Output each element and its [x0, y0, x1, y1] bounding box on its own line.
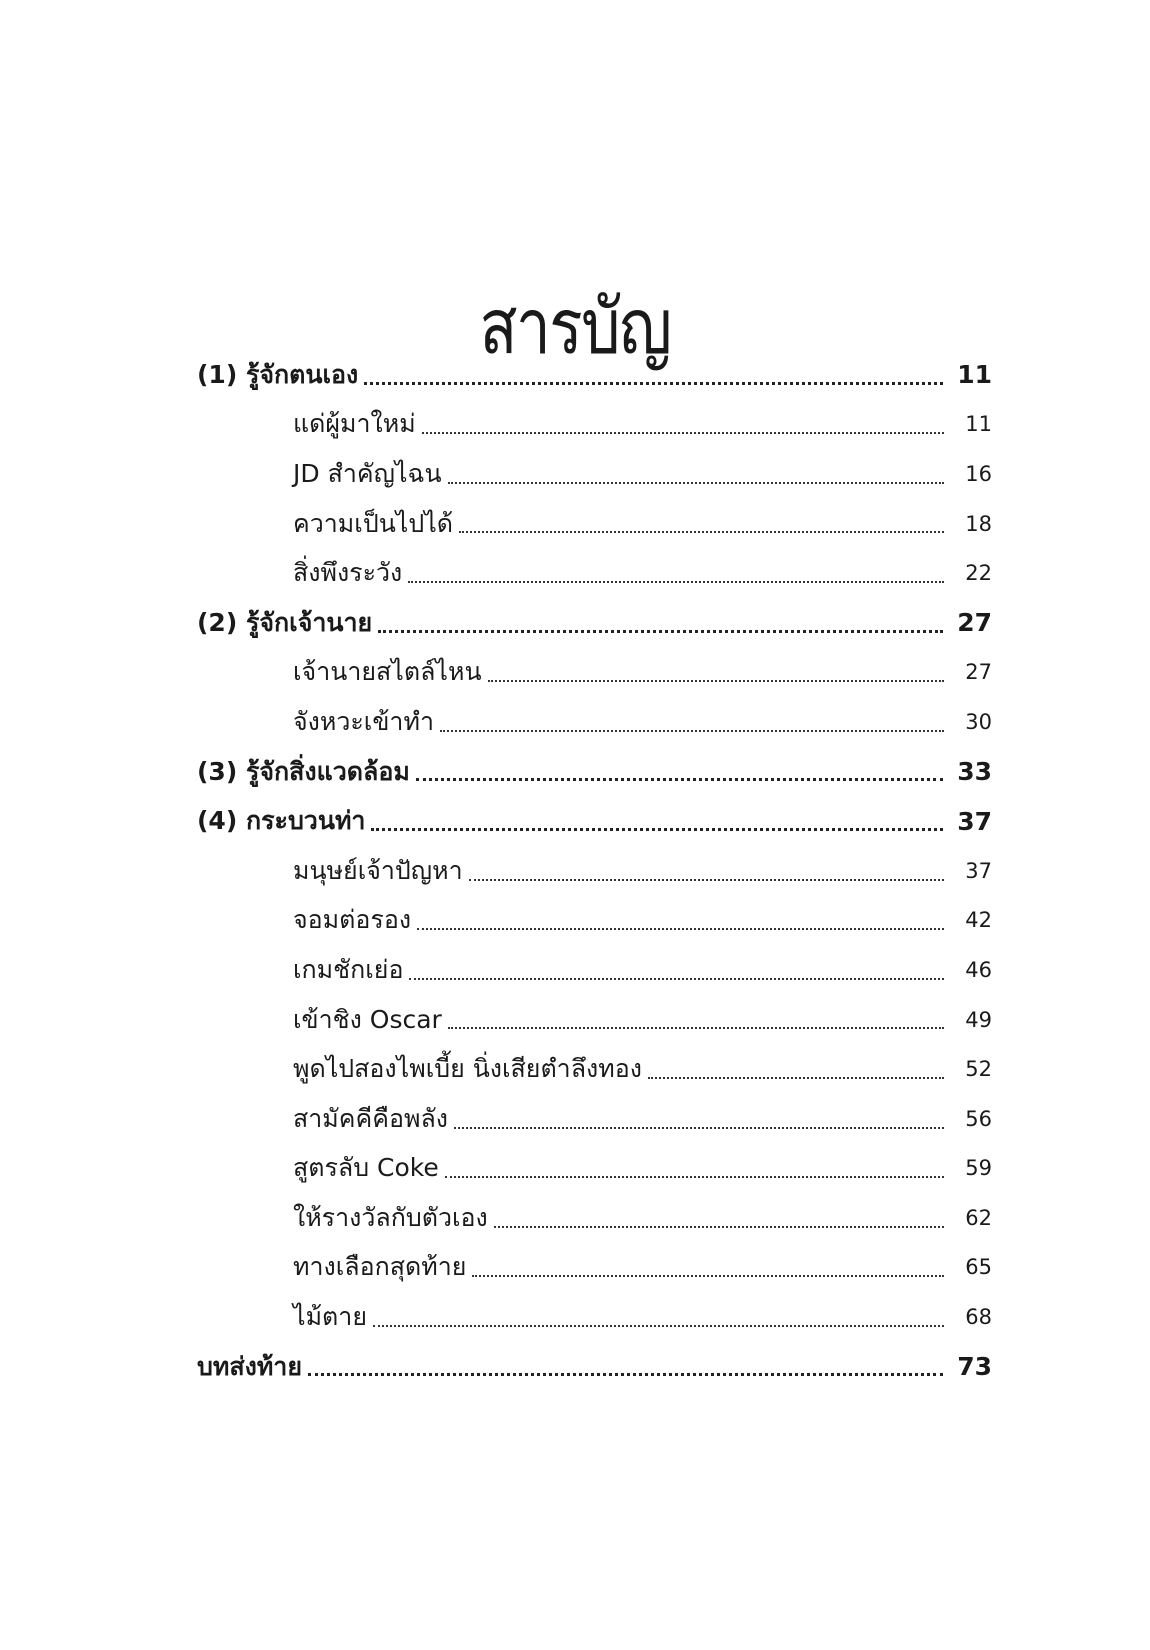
dot-leader [472, 1243, 944, 1293]
toc-page-number: 46 [965, 957, 992, 982]
toc-entry-title: เข้าชิง Oscar [293, 1000, 448, 1040]
toc-page-number: 73 [957, 1352, 992, 1382]
toc-section-entry [197, 1193, 992, 1243]
dot-leader [308, 1342, 943, 1392]
toc-section-entry [197, 499, 992, 549]
dot-leader [494, 1193, 944, 1243]
dot-leader [373, 1292, 944, 1342]
toc-section-entry [197, 995, 992, 1045]
dot-leader [459, 499, 944, 549]
toc-chapter-entry [197, 1342, 992, 1392]
dot-leader [417, 896, 944, 946]
toc-chapter-entry [197, 747, 992, 797]
dot-leader [488, 648, 944, 698]
dot-leader [409, 945, 944, 995]
toc-page-number: 42 [965, 908, 992, 933]
toc-entry-title: สามัคคีคือพลัง [293, 1099, 454, 1139]
dot-leader [371, 796, 943, 846]
toc-entry-title: ไม้ตาย [293, 1297, 373, 1337]
toc-entry-title: สิ่งพึงระวัง [293, 553, 408, 593]
toc-page-number: 22 [965, 561, 992, 586]
toc-chapter-entry [197, 350, 992, 400]
toc-section-entry [197, 1243, 992, 1293]
toc-page-number: 56 [965, 1106, 992, 1131]
toc-entry-title: มนุษย์เจ้าปัญหา [293, 851, 469, 891]
toc-chapter-entry [197, 598, 992, 648]
toc-section-entry [197, 697, 992, 747]
toc-page-number: 59 [965, 1156, 992, 1181]
toc-page-number: 52 [965, 1057, 992, 1082]
toc-section-entry [197, 1144, 992, 1194]
toc-entry-title: เจ้านายสไตล์ไหน [293, 652, 488, 692]
toc-entry-title: (3) รู้จักสิ่งแวดล้อม [197, 752, 416, 792]
toc-page-number: 37 [957, 806, 992, 836]
toc-page-number: 11 [957, 360, 992, 390]
toc-chapter-entry [197, 796, 992, 846]
toc-page-number: 68 [965, 1305, 992, 1330]
table-of-contents [197, 350, 992, 1391]
toc-section-entry [197, 945, 992, 995]
toc-page-number: 16 [965, 461, 992, 486]
dot-leader [416, 747, 943, 797]
toc-page-number: 30 [965, 709, 992, 734]
dot-leader [648, 1044, 944, 1094]
dot-leader [408, 548, 944, 598]
toc-section-entry [197, 648, 992, 698]
toc-entry-title: จังหวะเข้าทำ [293, 702, 440, 742]
toc-section-entry [197, 846, 992, 896]
toc-entry-title: บทส่งท้าย [197, 1347, 308, 1387]
dot-leader [364, 350, 943, 400]
toc-section-entry [197, 1292, 992, 1342]
toc-page-number: 49 [965, 1007, 992, 1032]
toc-entry-title: แด่ผู้มาใหม่ [293, 404, 422, 444]
toc-entry-title: (4) กระบวนท่า [197, 801, 371, 841]
toc-entry-title: เกมชักเย่อ [293, 950, 409, 990]
dot-leader [448, 449, 944, 499]
dot-leader [448, 995, 944, 1045]
toc-entry-title: JD สำคัญไฉน [293, 454, 448, 494]
toc-entry-title: (2) รู้จักเจ้านาย [197, 603, 378, 643]
toc-page-number: 27 [965, 660, 992, 685]
toc-section-entry [197, 1094, 992, 1144]
toc-page-number: 27 [957, 608, 992, 638]
dot-leader [378, 598, 943, 648]
toc-section-entry [197, 400, 992, 450]
dot-leader [440, 697, 944, 747]
dot-leader [469, 846, 944, 896]
toc-section-entry [197, 896, 992, 946]
toc-entry-title: จอมต่อรอง [293, 900, 417, 940]
toc-section-entry [197, 548, 992, 598]
toc-page-number: 37 [965, 858, 992, 883]
toc-entry-title: สูตรลับ Coke [293, 1148, 445, 1188]
toc-entry-title: ให้รางวัลกับตัวเอง [293, 1198, 494, 1238]
toc-section-entry [197, 1044, 992, 1094]
page-title: สารบัญ [479, 281, 671, 371]
toc-page-number: 18 [965, 511, 992, 536]
toc-entry-title: พูดไปสองไพเบี้ย นิ่งเสียตำลึงทอง [293, 1049, 648, 1089]
toc-page-number: 11 [965, 412, 992, 437]
dot-leader [422, 400, 944, 450]
dot-leader [445, 1144, 944, 1194]
toc-section-entry [197, 449, 992, 499]
toc-entry-title: (1) รู้จักตนเอง [197, 355, 364, 395]
toc-page-number: 33 [957, 757, 992, 787]
toc-page-number: 65 [965, 1255, 992, 1280]
toc-page-number: 62 [965, 1205, 992, 1230]
toc-entry-title: ทางเลือกสุดท้าย [293, 1247, 472, 1287]
toc-entry-title: ความเป็นไปได้ [293, 504, 459, 544]
dot-leader [454, 1094, 944, 1144]
